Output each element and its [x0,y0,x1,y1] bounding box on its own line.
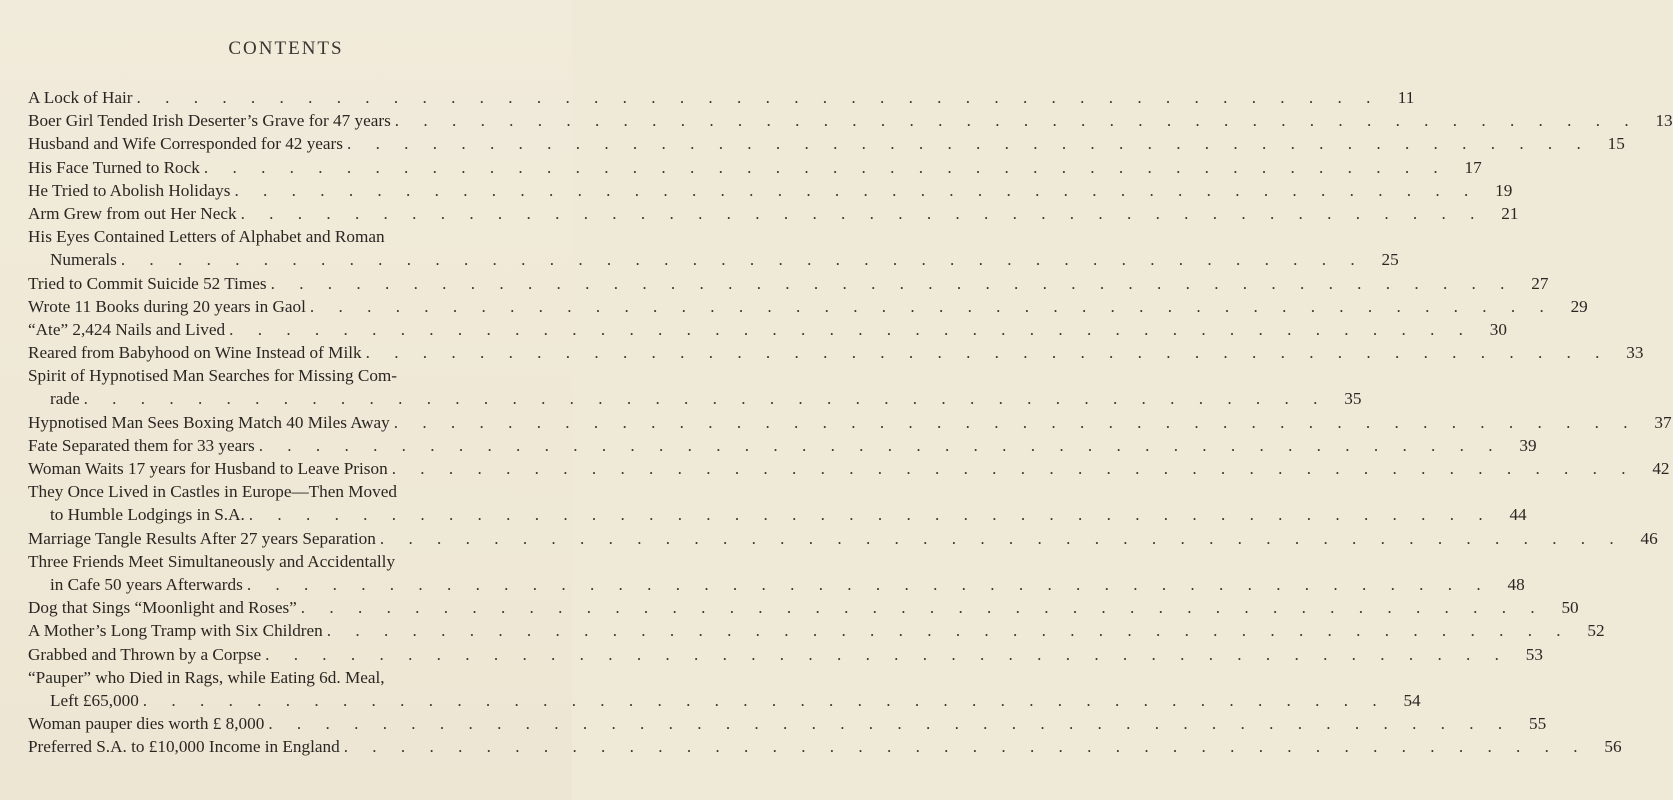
dot-leader: . . . . . . . . . . . . . . . . . . . . . . . . . . . . . . . . . . . . . . . . . . . . [248,505,1493,525]
toc-entry-title: Hypnotised Man Sees Boxing Match 40 Miles Away [28,412,390,432]
dot-leader: . . . . . . . . . . . . . . . . . . . . . . . . . . . . . . . . . . . . . . . . . . . . [300,598,1545,618]
toc-entry [28,225,1399,271]
toc-page-number: 50 [1561,598,1579,618]
toc-entry [28,364,1362,410]
dot-leader: . . . . . . . . . . . . . . . . . . . . . . . . . . . . . . . . . . . . . . . . . . . . [393,412,1638,432]
toc-page-number: 11 [1397,88,1415,107]
toc-entry-title: Husband and Wife Corresponded for 42 years [28,134,343,154]
toc-entry [28,643,1543,666]
toc-entry [28,179,1513,202]
toc-entry-title: Dog that Sings “Moonlight and Roses” [28,598,297,618]
toc-entry-title: His Face Turned to Rock [28,157,200,177]
toc-entry-line [28,527,1658,550]
toc-entry [28,318,1507,341]
toc-entry [28,86,1415,109]
toc-entry-title: Fate Separated them for 33 years [28,435,255,455]
toc-entry-title: Boer Girl Tended Irish Deserter’s Grave for 47 years [28,111,391,131]
toc-page-number: 42 [1652,459,1670,478]
toc-entry-line [28,364,546,387]
page-title: CONTENTS [228,38,344,59]
toc-entry-line [28,689,1421,712]
toc-entry [28,295,1588,318]
toc-entry [28,596,1579,619]
toc-page-number: 33 [1626,343,1644,363]
dot-leader: . . . . . . . . . . . . . . . . . . . . . . . . . . . . . . . . . . . . . . . . . . . . [391,459,1636,478]
dot-leader: . . . . . . . . . . . . . . . . . . . . . . . . . . . . . . . . . . . . . . . . . . . . [229,319,1473,339]
toc-entry-line [28,550,546,573]
toc-page-number: 25 [1381,250,1399,270]
toc-entry-line [28,619,1605,642]
toc-entry-title: Preferred S.A. to £10,000 Income in England [28,737,340,757]
toc-entry-line [28,735,1622,758]
dot-leader: . . . . . . . . . . . . . . . . . . . . . . . . . . . . . . . . . . . . . . . . . . . . [346,134,1591,154]
toc-entry-title: Numerals [50,250,117,270]
toc-page-number: 52 [1587,621,1605,641]
dot-leader: . . . . . . . . . . . . . . . . . . . . . . . . . . . . . . . . . . . . . . . . . . . . [258,435,1503,455]
toc-entry-title: A Mother’s Long Tramp with Six Children [28,621,323,641]
toc-entry-line [28,712,1547,735]
toc-page-number: 17 [1464,157,1482,177]
dot-leader: . . . . . . . . . . . . . . . . . . . . . . . . . . . . . . . . . . . . . . . . . . . . [394,111,1639,131]
toc-page-number: 39 [1519,435,1537,455]
toc-entry-line [28,179,1513,202]
toc-entry [28,434,1537,457]
toc-entry-title: Woman pauper dies worth £ 8,000 [28,714,265,734]
toc-page-number: 55 [1528,714,1547,734]
dot-leader: . . . . . . . . . . . . . . . . . . . . . . . . . . . . . . . . . . . . . . . . . . . . [268,714,1513,734]
toc-entry-title: A Lock of Hair [28,88,133,107]
toc-entry [28,272,1549,295]
dot-leader: . . . . . . . . . . . . . . . . . . . . . . . . . . . . . . . . . . . . . . . . . . . . [309,296,1554,316]
dot-leader: . . . . . . . . . . . . . . . . . . . . . . . . . . . . . . . . . . . . . . . . . . . . [246,574,1491,594]
toc-page-number: 35 [1344,389,1362,409]
toc-entry-line [28,387,1362,410]
dot-leader: . . . . . . . . . . . . . . . . . . . . . . . . . . . . . . . . . . . . . . . . . . . . [265,644,1509,664]
toc-entry [28,619,1605,642]
table-of-contents [28,86,1673,758]
toc-page-number: 21 [1501,203,1519,223]
toc-entry [28,341,1644,364]
dot-leader: . . . . . . . . . . . . . . . . . . . . . . . . . . . . . . . . . . . . . . . . . . . . [365,343,1610,363]
toc-entry-line [28,156,1482,179]
toc-entry-line [28,503,1527,526]
toc-entry-line [28,480,546,503]
toc-entry [28,109,1673,132]
toc-entry-line [28,86,1415,109]
toc-page-number: 46 [1640,528,1658,548]
toc-entry-title: Grabbed and Thrown by a Corpse [28,644,262,664]
toc-entry-title: rade [50,389,80,409]
toc-page-number: 53 [1525,644,1543,664]
toc-entry-title: Left £65,000 [50,690,139,710]
toc-entry [28,411,1672,434]
toc-entry-line [28,109,1673,132]
toc-entry [28,735,1622,758]
toc-entry-line [28,318,1507,341]
toc-entry [28,666,1421,712]
toc-entry-title: Tried to Commit Suicide 52 Times [28,273,267,293]
dot-leader: . . . . . . . . . . . . . . . . . . . . . . . . . . . . . . . . . . . . . . . . . . . . [203,157,1448,177]
toc-page-number: 19 [1495,180,1513,200]
toc-entry [28,550,1525,596]
toc-entry-title: Three Friends Meet Simultaneously and Accidentally [28,551,396,571]
toc-page-number: 15 [1607,134,1625,154]
dot-leader: . . . . . . . . . . . . . . . . . . . . . . . . . . . . . . . . . . . . . . . . . . . . [120,250,1365,270]
toc-entry [28,480,1527,526]
toc-page-number: 56 [1604,737,1622,757]
toc-page-number: 37 [1654,412,1672,432]
toc-entry [28,202,1519,225]
toc-entry-line [28,573,1525,596]
dot-leader: . . . . . . . . . . . . . . . . . . . . . . . . . . . . . . . . . . . . . . . . . . . . [142,690,1387,710]
toc-entry [28,527,1658,550]
toc-page-number: 54 [1403,690,1421,710]
toc-entry-line [28,643,1543,666]
toc-entry-title: Arm Grew from out Her Neck [28,203,237,223]
toc-entry-title: Reared from Babyhood on Wine Instead of Milk [28,343,362,363]
toc-entry [28,457,1670,480]
toc-entry-line [28,225,546,248]
toc-entry-title: in Cafe 50 years Afterwards [50,574,243,594]
toc-entry [28,132,1625,155]
toc-page-number: 44 [1509,505,1527,525]
dot-leader: . . . . . . . . . . . . . . . . . . . . . . . . . . . . . . . . . . . . . . . . . . . . [343,737,1588,757]
toc-entry-line [28,202,1519,225]
dot-leader: . . . . . . . . . . . . . . . . . . . . . . . . . . . . . . . . . . . . . . . . . . . . [270,273,1515,293]
dot-leader: . . . . . . . . . . . . . . . . . . . . . . . . . . . . . . . . . . . . . . . . . . . . [240,203,1485,223]
toc-entry-line [28,341,1644,364]
dot-leader: . . . . . . . . . . . . . . . . . . . . . . . . . . . . . . . . . . . . . . . . . . . . [379,528,1624,548]
toc-entry-line [28,295,1588,318]
toc-entry-line [28,434,1537,457]
toc-entry-title: Wrote 11 Books during 20 years in Gaol [28,296,306,316]
toc-page-number: 29 [1570,296,1588,316]
toc-entry [28,712,1547,735]
toc-entry-line [28,248,1399,271]
toc-entry-title: “Pauper” who Died in Rags, while Eating 6d. Meal, [28,667,385,687]
toc-page-number: 30 [1489,319,1507,339]
toc-page-number: 13 [1655,111,1673,131]
toc-entry-title: Marriage Tangle Results After 27 years Separation [28,528,376,548]
toc-entry-line [28,457,1670,480]
toc-entry [28,156,1482,179]
dot-leader: . . . . . . . . . . . . . . . . . . . . . . . . . . . . . . . . . . . . . . . . . . . . [136,88,1381,107]
toc-page-number: 48 [1507,574,1525,594]
toc-entry-line [28,411,1672,434]
toc-entry-line [28,272,1549,295]
toc-entry-line [28,666,546,689]
toc-entry-title: to Humble Lodgings in S.A. [50,505,245,525]
dot-leader: . . . . . . . . . . . . . . . . . . . . . . . . . . . . . . . . . . . . . . . . . . . . [83,389,1328,409]
toc-entry-line [28,596,1579,619]
toc-entry-title: His Eyes Contained Letters of Alphabet and Roman [28,227,385,247]
dot-leader: . . . . . . . . . . . . . . . . . . . . . . . . . . . . . . . . . . . . . . . . . . . . [326,621,1571,641]
toc-entry-title: He Tried to Abolish Holidays [28,180,231,200]
toc-entry-title: They Once Lived in Castles in Europe—Then Moved [28,482,397,502]
toc-entry-title: “Ate” 2,424 Nails and Lived [28,319,226,339]
toc-entry-title: Woman Waits 17 years for Husband to Leave Prison [28,459,388,478]
toc-entry-title: Spirit of Hypnotised Man Searches for Missing Com- [28,366,398,386]
dot-leader: . . . . . . . . . . . . . . . . . . . . . . . . . . . . . . . . . . . . . . . . . . . . [234,180,1479,200]
toc-page-number: 27 [1531,273,1549,293]
toc-entry-line [28,132,1625,155]
